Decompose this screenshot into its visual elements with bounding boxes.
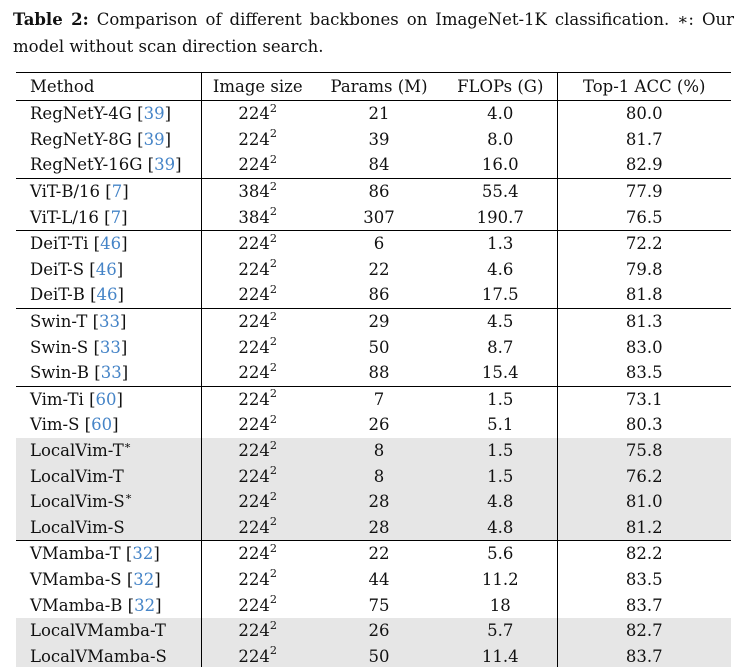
flops-cell: 5.1 <box>444 412 557 438</box>
table-caption <box>13 6 734 60</box>
flops-cell: 55.4 <box>444 178 557 204</box>
acc-cell: 81.8 <box>625 285 663 305</box>
citation-number[interactable]: 33 <box>99 312 121 332</box>
citation-number[interactable]: 39 <box>143 104 165 124</box>
method-cell <box>16 334 201 360</box>
flops-cell: 1.5 <box>444 386 557 412</box>
params-cell: 88 <box>368 363 390 383</box>
params-cell: 8 <box>314 463 444 489</box>
table-row <box>16 463 731 489</box>
method-name: Vim-Ti <box>30 389 84 409</box>
params-cell: 26 <box>368 415 390 435</box>
citation[interactable]: [33] <box>88 337 128 357</box>
header-top1-acc: Top-1 ACC (%) <box>582 77 706 96</box>
citation[interactable]: [60] <box>79 415 119 435</box>
method-name: DeiT-Ti <box>30 234 89 254</box>
flops-cell: 4.5 <box>444 308 557 334</box>
method-name: ViT-L/16 <box>30 207 99 227</box>
citation[interactable]: [32] <box>120 544 160 564</box>
table-row <box>16 438 731 464</box>
citation[interactable]: [39] <box>142 155 182 175</box>
flops-cell: 1.5 <box>444 463 557 489</box>
acc-cell: 82.7 <box>557 618 731 644</box>
citation-number[interactable]: 32 <box>133 569 155 589</box>
citation-number[interactable]: 46 <box>95 259 117 279</box>
method-cell <box>16 541 201 567</box>
image-size-cell: $224^2$ <box>238 257 278 279</box>
params-cell: 29 <box>368 312 390 332</box>
image-size-cell: $224^2$ <box>201 643 314 667</box>
table-row <box>16 282 731 308</box>
params-cell: 28 <box>314 515 444 541</box>
header-params: Params (M) <box>330 77 428 96</box>
image-size-cell: $224^2$ <box>201 489 314 515</box>
method-name: Vim-S <box>30 415 80 435</box>
method-name: RegNetY-8G <box>30 129 132 149</box>
acc-cell: 72.2 <box>625 234 663 254</box>
method-name: RegNetY-16G <box>30 155 143 175</box>
image-size-cell: $224^2$ <box>238 282 278 305</box>
citation[interactable]: [32] <box>121 569 161 589</box>
method-cell <box>16 463 201 489</box>
method-cell <box>16 643 201 667</box>
citation-number[interactable]: 60 <box>91 415 113 435</box>
method-cell <box>16 567 201 593</box>
params-cell: 6 <box>373 234 385 254</box>
flops-cell: 17.5 <box>444 282 557 308</box>
params-cell: 86 <box>368 285 390 305</box>
table-row <box>16 618 731 644</box>
flops-cell: 1.5 <box>444 438 557 464</box>
flops-cell: 8.0 <box>444 127 557 153</box>
caption-text: Comparison of different backbones on ImageNet-1K classification. ∗: Our model without scan direction search. <box>13 10 735 56</box>
acc-cell: 81.2 <box>557 515 731 541</box>
flops-cell: 190.7 <box>444 204 557 230</box>
acc-cell: 83.0 <box>625 337 663 357</box>
method-name: LocalVim-S <box>30 492 125 512</box>
method-cell <box>16 230 201 256</box>
params-cell: 7 <box>373 389 385 409</box>
params-cell: 75 <box>368 595 390 615</box>
citation-number[interactable]: 39 <box>143 129 165 149</box>
citation-number[interactable]: 32 <box>134 595 156 615</box>
citation-number[interactable]: 39 <box>154 155 176 175</box>
flops-cell: 4.6 <box>444 257 557 283</box>
table-row <box>16 334 731 360</box>
method-name: Swin-T <box>30 312 88 332</box>
params-cell: 26 <box>314 618 444 644</box>
citation[interactable]: [46] <box>84 285 124 305</box>
acc-cell: 76.5 <box>625 207 663 227</box>
header-method: Method <box>16 73 201 101</box>
flops-cell: 5.6 <box>444 541 557 567</box>
flops-cell: 15.4 <box>444 360 557 386</box>
flops-cell: 8.7 <box>444 334 557 360</box>
flops-cell: 4.8 <box>444 489 557 515</box>
method-cell <box>16 178 201 204</box>
table-row <box>16 308 731 334</box>
citation[interactable]: [46] <box>84 259 124 279</box>
method-name: DeiT-B <box>30 285 85 305</box>
flops-cell: 4.8 <box>444 515 557 541</box>
method-cell <box>16 360 201 386</box>
acc-cell: 73.1 <box>625 389 663 409</box>
acc-cell: 80.3 <box>625 415 663 435</box>
flops-cell: 16.0 <box>444 152 557 178</box>
citation-number[interactable]: 60 <box>95 389 117 409</box>
acc-cell: 83.5 <box>625 363 663 383</box>
table-row <box>16 152 731 178</box>
citation[interactable]: [60] <box>83 389 123 409</box>
citation[interactable]: [33] <box>87 312 127 332</box>
params-cell: 44 <box>368 569 390 589</box>
flops-cell: 11.2 <box>444 567 557 593</box>
method-name: VMamba-B <box>30 595 123 615</box>
params-cell: 50 <box>314 643 444 667</box>
flops-cell: 5.7 <box>444 618 557 644</box>
params-cell: 8 <box>314 438 444 464</box>
table-row <box>16 204 731 230</box>
acc-cell: 75.8 <box>557 438 731 464</box>
method-name: ViT-B/16 <box>30 182 101 202</box>
table-row <box>16 257 731 283</box>
citation[interactable]: [33] <box>89 363 129 383</box>
method-name: LocalVim-S <box>30 517 125 537</box>
method-name: LocalVMamba-T <box>30 621 166 641</box>
acc-cell: 82.2 <box>625 544 663 564</box>
params-cell: 50 <box>368 337 390 357</box>
citation[interactable]: [7] <box>100 182 129 202</box>
method-cell <box>16 204 201 230</box>
citation[interactable]: [32] <box>122 595 162 615</box>
citation-number[interactable]: 7 <box>111 182 123 202</box>
acc-cell: 77.9 <box>625 182 663 202</box>
table-row <box>16 567 731 593</box>
flops-cell: 11.4 <box>444 643 557 667</box>
method-cell <box>16 282 201 308</box>
image-size-cell: $224^2$ <box>201 438 314 464</box>
method-name: LocalVim-T <box>30 466 124 486</box>
method-name: LocalVim-T <box>30 441 124 461</box>
method-cell <box>16 101 201 127</box>
method-asterisk: ∗ <box>124 489 133 503</box>
citation-number[interactable]: 33 <box>99 337 121 357</box>
citation[interactable]: [39] <box>131 104 172 124</box>
image-size-cell: $224^2$ <box>201 618 314 644</box>
table-row <box>16 515 731 541</box>
acc-cell: 81.7 <box>625 129 663 149</box>
method-cell <box>16 127 201 153</box>
citation-number[interactable]: 33 <box>100 363 122 383</box>
params-cell: 22 <box>368 544 390 564</box>
citation-number[interactable]: 46 <box>96 285 118 305</box>
method-cell <box>16 438 201 464</box>
table-row <box>16 230 731 256</box>
image-size-cell: $224^2$ <box>238 127 278 149</box>
image-size-cell: $224^2$ <box>238 541 278 564</box>
citation[interactable]: [39] <box>131 129 172 149</box>
image-size-cell: $384^2$ <box>238 205 278 227</box>
header-flops: FLOPs (G) <box>444 73 557 101</box>
params-cell: 307 <box>363 207 395 227</box>
acc-cell: 83.7 <box>625 595 663 615</box>
image-size-cell: $224^2$ <box>238 567 278 589</box>
image-size-cell: $224^2$ <box>238 231 278 254</box>
header-image-size: Image size <box>212 77 303 96</box>
table-row <box>16 101 731 127</box>
method-cell <box>16 152 201 178</box>
acc-cell: 81.3 <box>625 312 663 332</box>
table-row <box>16 489 731 515</box>
acc-cell: 82.9 <box>625 155 663 175</box>
table-row <box>16 643 731 667</box>
citation[interactable]: [7] <box>98 207 128 227</box>
method-name: LocalVMamba-S <box>30 646 167 666</box>
method-cell <box>16 308 201 334</box>
method-name: Swin-B <box>30 363 90 383</box>
flops-cell: 4.0 <box>444 101 557 127</box>
method-cell <box>16 618 201 644</box>
table-body <box>16 101 731 667</box>
method-asterisk: ∗ <box>123 438 132 452</box>
citation-number[interactable]: 7 <box>110 207 122 227</box>
method-name: Swin-S <box>30 337 89 357</box>
image-size-cell: $224^2$ <box>201 515 314 541</box>
table-header <box>16 73 731 101</box>
table-row <box>16 360 731 386</box>
table-row <box>16 386 731 412</box>
acc-cell: 83.5 <box>625 569 663 589</box>
method-cell <box>16 592 201 618</box>
table-row <box>16 541 731 567</box>
table-row <box>16 592 731 618</box>
method-cell <box>16 515 201 541</box>
flops-cell: 1.3 <box>444 230 557 256</box>
acc-cell: 79.8 <box>625 259 663 279</box>
params-cell: 28 <box>314 489 444 515</box>
method-name: VMamba-S <box>30 569 122 589</box>
acc-cell: 81.0 <box>557 489 731 515</box>
params-cell: 21 <box>368 104 390 124</box>
image-size-cell: $224^2$ <box>238 309 278 332</box>
method-name: DeiT-S <box>30 259 85 279</box>
method-name: RegNetY-4G <box>30 104 132 124</box>
flops-cell: 18 <box>444 592 557 618</box>
params-cell: 84 <box>368 155 390 175</box>
citation-number[interactable]: 46 <box>100 234 122 254</box>
params-cell: 86 <box>368 182 390 202</box>
method-name: VMamba-T <box>30 544 121 564</box>
acc-cell: 80.0 <box>625 104 663 124</box>
citation-number[interactable]: 32 <box>132 544 154 564</box>
method-cell <box>16 489 201 515</box>
header-row <box>16 73 731 101</box>
image-size-cell: $224^2$ <box>238 412 278 435</box>
image-size-cell: $224^2$ <box>238 101 278 124</box>
image-size-cell: $384^2$ <box>238 179 278 202</box>
table-row <box>16 178 731 204</box>
backbone-comparison-table <box>16 72 731 667</box>
image-size-cell: $224^2$ <box>201 463 314 489</box>
image-size-cell: $224^2$ <box>238 335 278 357</box>
acc-cell: 76.2 <box>557 463 731 489</box>
table-row <box>16 127 731 153</box>
image-size-cell: $224^2$ <box>238 387 278 409</box>
caption-label: Table 2: <box>13 10 89 29</box>
image-size-cell: $224^2$ <box>238 152 278 175</box>
acc-cell: 83.7 <box>557 643 731 667</box>
method-cell <box>16 386 201 412</box>
method-cell <box>16 257 201 283</box>
method-cell <box>16 412 201 438</box>
citation[interactable]: [46] <box>88 234 128 254</box>
params-cell: 22 <box>368 259 390 279</box>
image-size-cell: $224^2$ <box>238 593 278 615</box>
table-row <box>16 412 731 438</box>
image-size-cell: $224^2$ <box>238 360 278 383</box>
params-cell: 39 <box>368 129 390 149</box>
